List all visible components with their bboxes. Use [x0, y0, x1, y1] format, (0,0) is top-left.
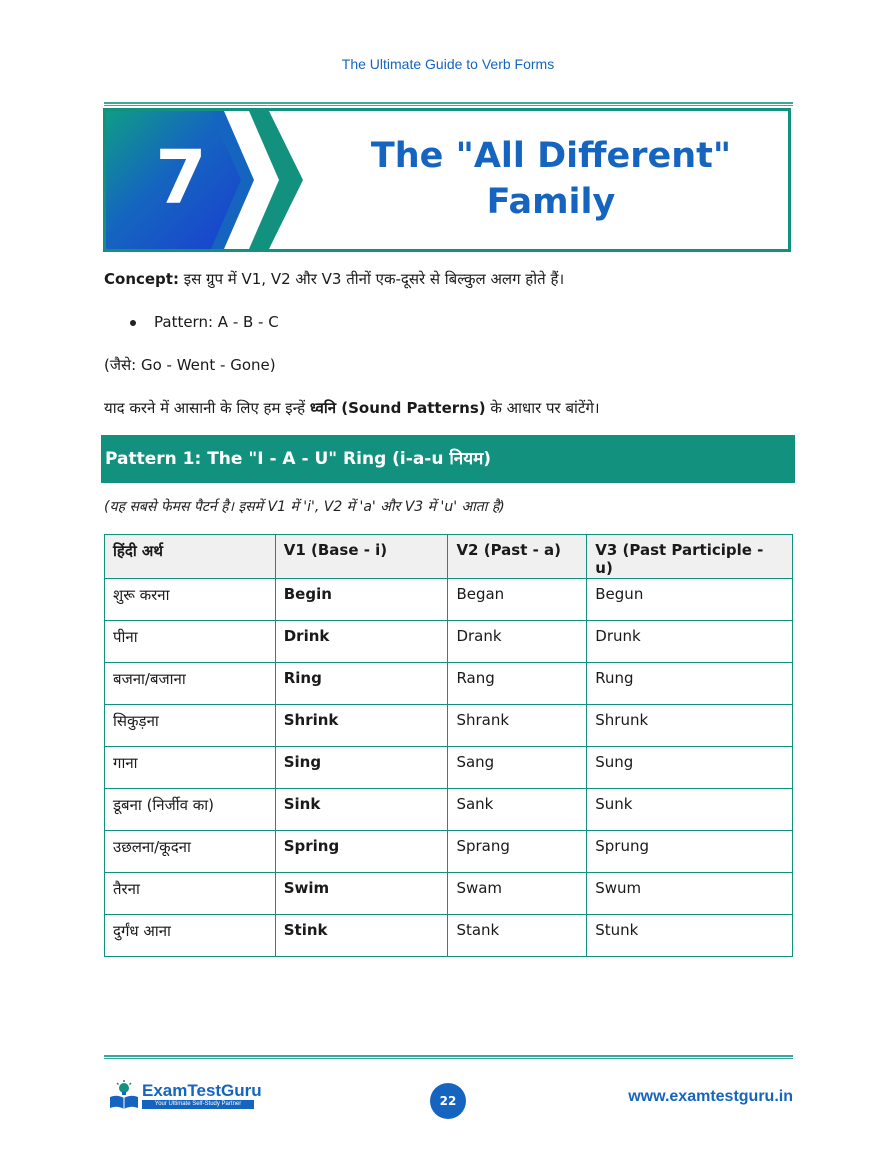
- v3-cell: Drunk: [587, 621, 793, 663]
- meaning-cell: उछलना/कूदना: [105, 831, 276, 873]
- table-row: [105, 663, 793, 705]
- footer-divider: [104, 1055, 793, 1057]
- page-number: 22: [430, 1083, 466, 1119]
- example-text: (जैसे: Go - Went - Gone): [104, 356, 276, 374]
- section-note: (यह सबसे फेमस पैटर्न है। इसमें V1 में 'i', V2 में 'a' और V3 में 'u' आता है): [104, 499, 505, 515]
- v2-cell: Rang: [448, 663, 587, 705]
- table-row: [105, 789, 793, 831]
- table-row: [105, 831, 793, 873]
- v1-cell: Sink: [275, 789, 448, 831]
- v2-cell: Sang: [448, 747, 587, 789]
- meaning-cell: शुरू करना: [105, 579, 276, 621]
- v3-cell: Shrunk: [587, 705, 793, 747]
- pattern-bullet: [130, 313, 279, 331]
- v2-cell: Shrank: [448, 705, 587, 747]
- table-row: [105, 579, 793, 621]
- v3-cell: Sprung: [587, 831, 793, 873]
- meaning-cell: बजना/बजाना: [105, 663, 276, 705]
- column-header-v1: V1 (Base - i): [275, 535, 448, 579]
- v1-cell: Sing: [275, 747, 448, 789]
- v1-cell: Begin: [275, 579, 448, 621]
- pattern-text: Pattern: A - B - C: [154, 313, 279, 331]
- meaning-cell: डूबना (निर्जीव का): [105, 789, 276, 831]
- meaning-cell: तैरना: [105, 873, 276, 915]
- v3-cell: Begun: [587, 579, 793, 621]
- v2-cell: Sank: [448, 789, 587, 831]
- v1-cell: Swim: [275, 873, 448, 915]
- meaning-cell: दुर्गंध आना: [105, 915, 276, 957]
- v3-cell: Rung: [587, 663, 793, 705]
- v3-cell: Sung: [587, 747, 793, 789]
- header-divider: [104, 102, 793, 104]
- open-book-bulb-icon: [108, 1080, 140, 1112]
- v1-cell: Stink: [275, 915, 448, 957]
- bullet-dot-icon: [130, 320, 136, 326]
- running-title: The Ultimate Guide to Verb Forms: [341, 56, 555, 72]
- v2-cell: Began: [448, 579, 587, 621]
- header-divider-thin: [104, 105, 793, 106]
- memory-text-end: के आधार पर बांटेंगे।: [485, 399, 600, 417]
- v1-cell: Spring: [275, 831, 448, 873]
- logo-name: ExamTestGuru: [142, 1081, 262, 1100]
- column-header-meaning: हिंदी अर्थ: [105, 535, 276, 579]
- meaning-cell: गाना: [105, 747, 276, 789]
- meaning-cell: सिकुड़ना: [105, 705, 276, 747]
- memory-text-bold: ध्वनि (Sound Patterns): [309, 399, 486, 417]
- table-header-row: [105, 535, 793, 579]
- column-header-v2: V2 (Past - a): [448, 535, 587, 579]
- v1-cell: Drink: [275, 621, 448, 663]
- meaning-cell: पीना: [105, 621, 276, 663]
- chapter-banner: [103, 108, 791, 252]
- table-row: [105, 705, 793, 747]
- v2-cell: Swam: [448, 873, 587, 915]
- section-heading: Pattern 1: The "I - A - U" Ring (i-a-u नियम): [101, 435, 795, 483]
- website-link[interactable]: www.examtestguru.in: [628, 1088, 793, 1105]
- concept-paragraph: [104, 269, 564, 289]
- v2-cell: Stank: [448, 915, 587, 957]
- table-row: [105, 873, 793, 915]
- v2-cell: Sprang: [448, 831, 587, 873]
- concept-label: Concept:: [104, 270, 179, 288]
- table-row: [105, 621, 793, 663]
- v1-cell: Shrink: [275, 705, 448, 747]
- chapter-title-line1: The "All Different": [370, 136, 732, 176]
- table-row: [105, 915, 793, 957]
- memory-paragraph: [104, 398, 600, 418]
- chapter-number: 7: [155, 135, 207, 221]
- chapter-title: [316, 133, 786, 225]
- v1-cell: Ring: [275, 663, 448, 705]
- concept-text: इस ग्रुप में V1, V2 और V3 तीनों एक-दूसरे से बिल्कुल अलग होते हैं।: [178, 270, 565, 288]
- v2-cell: Drank: [448, 621, 587, 663]
- column-header-v3: V3 (Past Participle - u): [587, 535, 793, 579]
- footer-divider-thin: [104, 1058, 793, 1059]
- v3-cell: Swum: [587, 873, 793, 915]
- brand-logo[interactable]: [108, 1080, 262, 1112]
- table-row: [105, 747, 793, 789]
- memory-text-start: याद करने में आसानी के लिए हम इन्हें: [104, 399, 310, 417]
- verb-table: [104, 534, 793, 957]
- chapter-title-line2: Family: [486, 182, 616, 222]
- v3-cell: Sunk: [587, 789, 793, 831]
- logo-tagline: Your Ultimate Self-Study Partner: [142, 1100, 254, 1109]
- v3-cell: Stunk: [587, 915, 793, 957]
